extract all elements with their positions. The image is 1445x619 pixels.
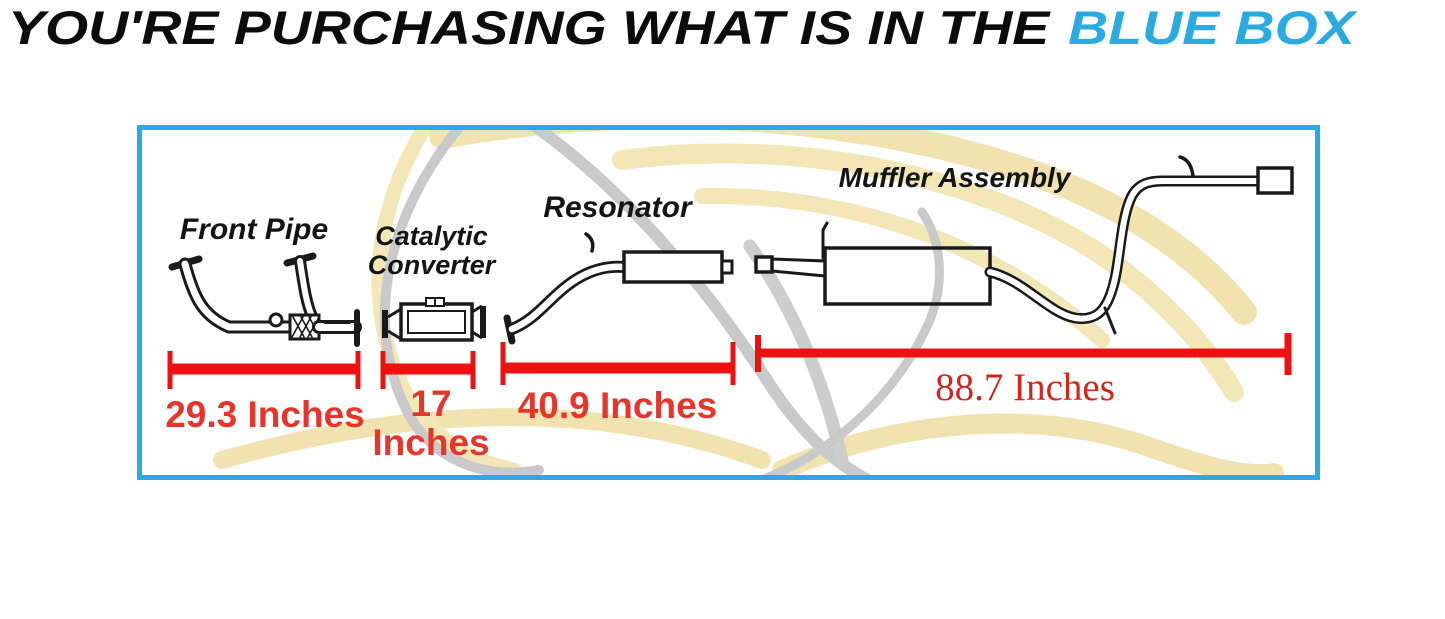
blue-box [137,125,1320,480]
measurement-bar-front-pipe [170,351,358,389]
banner-text-black: YOU'RE PURCHASING WHAT IS IN THE [8,1,1050,54]
banner-title [0,0,1445,58]
banner-text-blue: BLUE BOX [1068,1,1355,54]
label-muffler-assembly: Muffler Assembly [838,162,1071,193]
measurement-muffler-assembly: 88.7 Inches [935,366,1115,409]
measurement-resonator: 40.9 Inches [517,385,718,426]
label-front-pipe: Front Pipe [179,213,329,246]
catalytic-converter-drawing [385,298,483,340]
measurement-catalytic-converter: 17 Inches [372,383,490,463]
measurement-bar-resonator [503,342,733,385]
label-resonator: Resonator [543,191,692,224]
label-catalytic-converter: Catalytic Converter [367,221,496,281]
measurement-front-pipe: 29.3 Inches [165,394,365,435]
banner-text-row [8,2,1355,54]
front-pipe-drawing [172,256,357,344]
